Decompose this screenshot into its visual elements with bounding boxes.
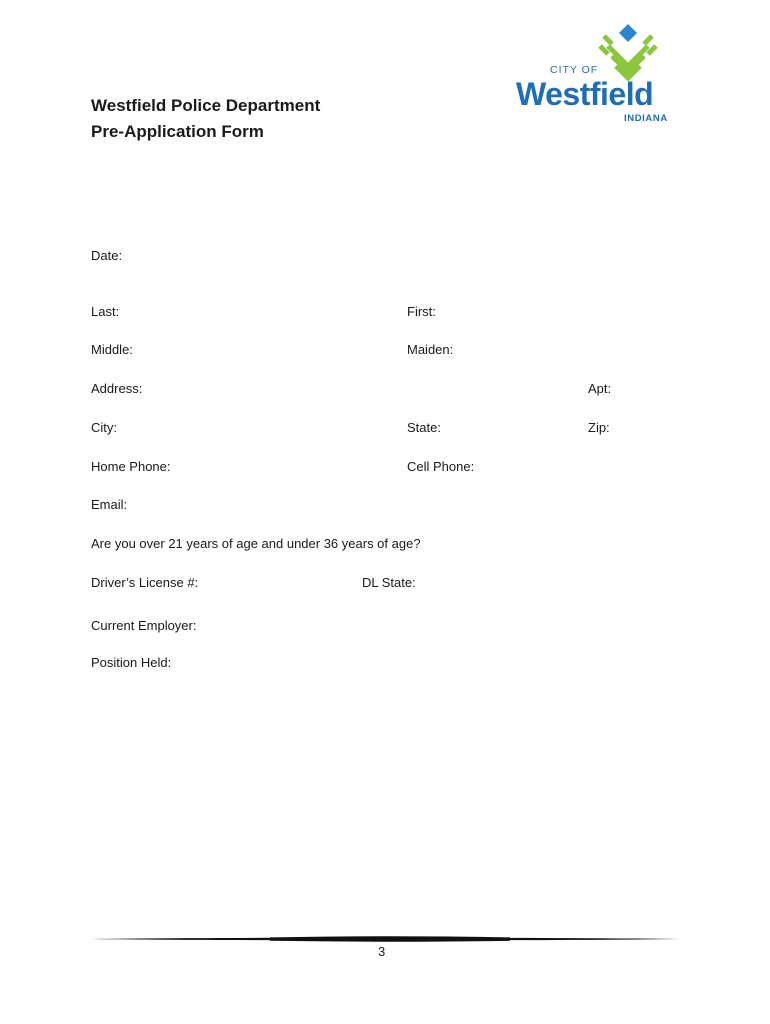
maiden-name-label: Maiden:	[407, 342, 454, 357]
city-of-westfield-logo	[512, 22, 676, 124]
page-number: 3	[378, 944, 386, 959]
home-phone-label: Home Phone:	[91, 459, 171, 474]
first-name-label: First:	[407, 304, 436, 319]
form-title-line1: Westfield Police Department	[91, 96, 321, 115]
logo-diamond-icon	[619, 24, 637, 42]
footer-divider	[90, 934, 680, 944]
address-label: Address:	[91, 381, 143, 396]
middle-name-label: Middle:	[91, 342, 133, 357]
cell-phone-label: Cell Phone:	[407, 459, 475, 474]
apt-label: Apt:	[588, 381, 612, 396]
position-held-label: Position Held:	[91, 655, 172, 670]
state-label: State:	[407, 420, 441, 435]
zip-label: Zip:	[588, 420, 610, 435]
form-title-line2: Pre-Application Form	[91, 122, 264, 141]
logo-chevron-icon	[600, 36, 656, 78]
logo-indiana: INDIANA	[624, 113, 668, 124]
logo-westfield: Westfield	[516, 76, 654, 112]
drivers-license-label: Driver’s License #:	[91, 575, 199, 590]
city-label: City:	[91, 420, 117, 435]
current-employer-label: Current Employer:	[91, 618, 197, 633]
age-question-label: Are you over 21 years of age and under 36 years of age?	[91, 536, 421, 551]
date-label: Date:	[91, 248, 123, 263]
logo-city-of: CITY OF	[550, 64, 599, 76]
dl-state-label: DL State:	[362, 575, 416, 590]
email-label: Email:	[91, 497, 128, 512]
last-name-label: Last:	[91, 304, 120, 319]
